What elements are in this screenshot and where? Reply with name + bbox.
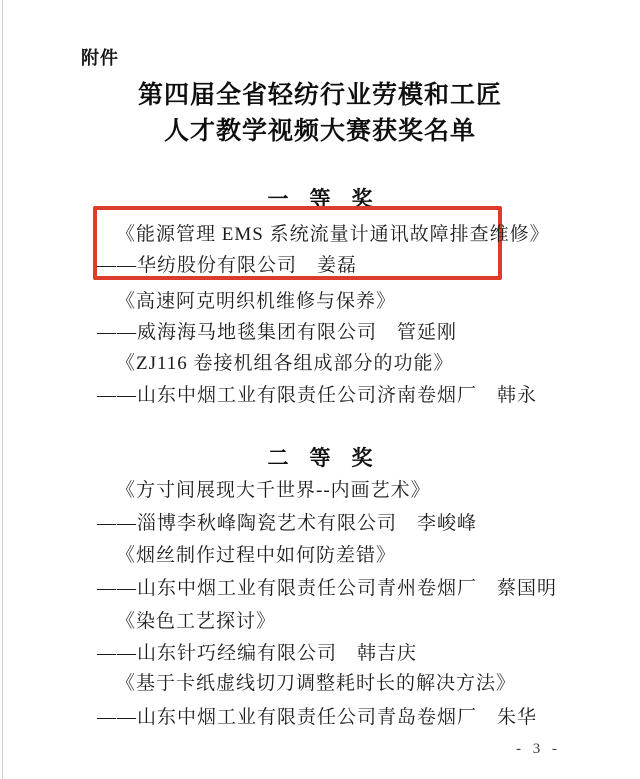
entry-winner: ——山东中烟工业有限责任公司青州卷烟厂 蔡国明 [97, 578, 558, 599]
entry-work-title: 《烟丝制作过程中如何防差错》 [116, 545, 397, 566]
entry-winner: ——山东中烟工业有限责任公司济南卷烟厂 韩永 [97, 385, 538, 406]
section-heading-second-prize: 二 等 奖 [267, 446, 373, 470]
section-heading-first-prize: 一 等 奖 [267, 187, 373, 211]
attachment-label: 附件 [81, 48, 119, 68]
entry-work-title: 《能源管理 EMS 系统流量计通讯故障排查维修》 [116, 224, 550, 245]
entry-work-title: 《ZJ116 卷接机组各组成部分的功能》 [116, 353, 454, 374]
document-title-line2: 人才教学视频大赛获奖名单 [163, 118, 476, 145]
entry-winner: ——山东中烟工业有限责任公司青岛卷烟厂 朱华 [97, 707, 538, 728]
document-title-line1: 第四届全省轻纺行业劳模和工匠 [137, 82, 502, 109]
entry-winner: ——山东针巧经编有限公司 韩吉庆 [97, 643, 418, 664]
entry-work-title: 《高速阿克明织机维修与保养》 [116, 291, 397, 312]
entry-winner: ——华纺股份有限公司 姜磊 [97, 255, 358, 276]
entry-work-title: 《染色工艺探讨》 [116, 611, 277, 632]
page-number: - 3 - [516, 741, 561, 757]
entry-work-title: 《基于卡纸虚线切刀调整耗时长的解决方法》 [116, 673, 517, 694]
entry-work-title: 《方寸间展现大千世界--内画艺术》 [116, 480, 431, 501]
entry-winner: ——淄博李秋峰陶瓷艺术有限公司 李峻峰 [97, 513, 478, 534]
entry-winner: ——威海海马地毯集团有限公司 管延刚 [97, 322, 458, 343]
